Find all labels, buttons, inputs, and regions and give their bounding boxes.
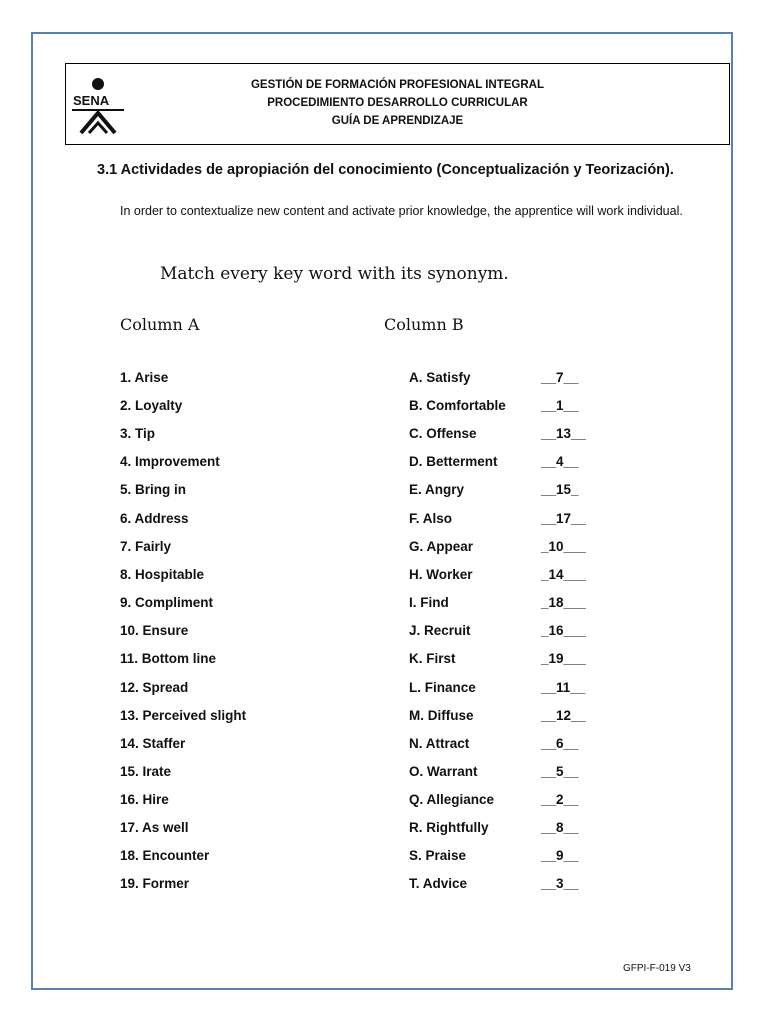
header-line-1: GESTIÓN DE FORMACIÓN PROFESIONAL INTEGRAL [250,79,545,91]
column-b-item: D. Betterment [409,454,498,469]
column-b-item: M. Diffuse [409,708,474,723]
column-a-item: 2. Loyalty [120,398,183,413]
column-b-item: J. Recruit [409,623,471,638]
column-b-item: N. Attract [409,736,470,751]
column-b-item: F. Also [409,511,453,526]
column-a-item: 11. Bottom line [120,651,217,666]
answer-blank: __1__ [541,398,579,413]
column-a-item: 8. Hospitable [120,567,205,582]
column-b-item: I. Find [409,595,449,610]
answer-blank: _10___ [541,539,587,554]
column-a-item: 14. Staffer [120,736,186,751]
answer-blank: __11__ [541,680,586,695]
column-a-item: 9. Compliment [120,595,214,610]
column-a-item: 17. As well [120,820,189,835]
column-b-item: C. Offense [409,426,477,441]
answer-blank: _14___ [541,567,587,582]
column-b-item: B. Comfortable [409,398,506,413]
column-b-heading: Column B [384,315,464,334]
answer-blank: _18___ [541,595,587,610]
intro-paragraph: In order to contextualize new content and activate prior knowledge, the apprentice will work individual. [120,204,683,218]
column-a-item: 4. Improvement [120,454,220,469]
instruction: Match every key word with its synonym. [160,264,509,284]
answer-blank: __2__ [541,792,579,807]
column-b-item: K. First [409,651,456,666]
document-header [65,63,730,145]
column-a-item: 16. Hire [120,792,169,807]
column-a-item: 19. Former [120,876,190,891]
column-b-item: H. Worker [409,567,473,582]
answer-blank: __17__ [541,511,587,526]
column-a-item: 7. Fairly [120,539,172,554]
column-a-heading: Column A [120,315,200,334]
answer-blank: __5__ [541,764,579,779]
answer-blank: __3__ [541,876,579,891]
logo-text: SENA [73,93,110,108]
column-a-item: 3. Tip [120,426,156,441]
column-b-item: T. Advice [409,876,468,891]
answer-blank: __7__ [541,370,579,385]
column-a-item: 12. Spread [120,680,189,695]
column-b-item: O. Warrant [409,764,478,779]
header-line-3: GUÍA DE APRENDIZAJE [331,115,464,127]
answer-blank: __13__ [541,426,587,441]
answer-blank: __15_ [541,482,579,497]
column-a-item: 6. Address [120,511,189,526]
column-a-item: 1. Arise [120,370,169,385]
header-line-2: PROCEDIMIENTO DESARROLLO CURRICULAR [267,97,528,109]
answer-blank: __8__ [541,820,579,835]
column-b-item: S. Praise [409,848,467,863]
column-a-item: 18. Encounter [120,848,210,863]
answer-blank: __6__ [541,736,579,751]
answer-blank: _19___ [541,651,587,666]
column-a-item: 10. Ensure [120,623,189,638]
column-b-item: Q. Allegiance [409,792,495,807]
column-a-item: 15. Irate [120,764,172,779]
form-code: GFPI-F-019 V3 [623,963,691,974]
section-title: 3.1 Actividades de apropiación del conocimiento (Conceptualización y Teorización). [97,162,674,178]
column-a-item: 13. Perceived slight [120,708,247,723]
answer-blank: _16___ [541,623,587,638]
column-b-item: R. Rightfully [409,820,489,835]
answer-blank: __9__ [541,848,579,863]
column-b-item: E. Angry [409,482,465,497]
answer-blank: __4__ [541,454,579,469]
column-b-item: A. Satisfy [409,370,471,385]
answer-blank: __12__ [541,708,587,723]
column-a-item: 5. Bring in [120,482,187,497]
column-b-item: G. Appear [409,539,474,554]
column-b-item: L. Finance [409,680,476,695]
